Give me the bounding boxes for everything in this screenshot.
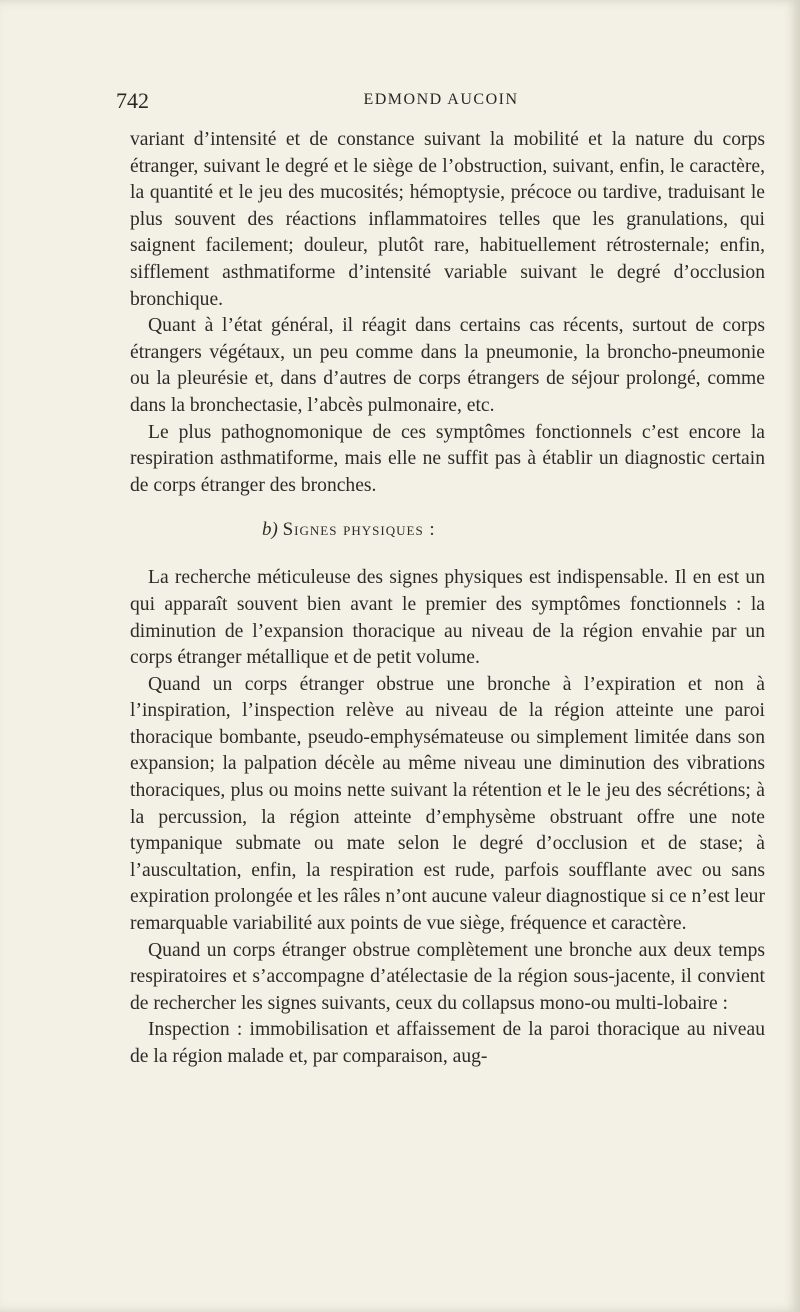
running-head: EDMOND AUCOIN: [363, 91, 519, 108]
section-heading: [130, 517, 765, 543]
paragraph: Quand un corps étranger obstrue complètement une bronche aux deux temps respiratoires et s’accompagne d’atélectasie de la région sous-jacente, il convient de rechercher les signes suivants, ceux du collapsus mono-ou multi-lobaire :: [130, 939, 765, 1014]
paragraph: Le plus pathognomonique de ces symptômes fonctionnels c’est encore la respiration asthmatiforme, mais elle ne suffit pas à établir un diagnostic certain de corps étranger des bronches.: [130, 421, 765, 496]
section-marker: b): [262, 519, 278, 541]
page-number: 742: [116, 88, 149, 113]
paragraph: Quant à l’état général, il réagit dans certains cas récents, surtout de corps étrangers végétaux, un peu comme dans la pneumonie, la broncho-pneumonie ou la pleurésie et, dans d’autres de corps étrangers de séjour prolongé, comme dans la bronchectasie, l’abcès pulmonaire, etc.: [130, 315, 765, 416]
paragraph: La recherche méticuleuse des signes physiques est indispensable. Il en est un qui apparaît souvent bien avant le premier des symptômes fonctionnels : la diminution de l’expansion thoracique au niveau de la région envahie par un corps étranger métallique et de petit volume.: [130, 567, 765, 669]
paragraph: Inspection : immobilisation et affaissement de la paroi thoracique au niveau de la région malade et, par comparaison, aug-: [130, 1019, 765, 1067]
section-title: Signes physiques :: [282, 519, 436, 541]
page-header: [116, 88, 766, 118]
paragraph: Quand un corps étranger obstrue une bronche à l’expiration et non à l’inspiration, l’inspection relève au niveau de la région atteinte une paroi thoracique bombante, pseudo-emphysémateuse ou simplement limitée dans son expansion; la palpation décèle au même niveau une diminution des vibrations thoraciques, plus ou moins nette suivant la rétention et le le jeu des sécrétions; à la percussion, la région atteinte d’emphysème obstruant offre une note tympanique submate ou mate selon le degré d’occlusion et de stase; à l’auscultation, enfin, la respiration est rude, parfois soufflante avec ou sans expiration prolongée et les râles n’ont aucune valeur diagnostique si ce n’est leur remarquable variabilité aux points de vue siège, fréquence et caractère.: [130, 673, 765, 935]
body-text: [130, 127, 765, 1071]
paragraph: variant d’intensité et de constance suivant la mobilité et la nature du corps étranger, suivant le degré et le siège de l’obstruction, suivant, enfin, le caractère, la quantité et le jeu des mucosités; hémoptysie, précoce ou tardive, traduisant le plus souvent des réactions inflammatoires telles que les granulations, qui saignent facilement; douleur, plutôt rare, habituellement rétrosternale; enfin, sifflement asthmatiforme d’intensité variable suivant le degré d’occlusion bronchique.: [130, 129, 765, 310]
